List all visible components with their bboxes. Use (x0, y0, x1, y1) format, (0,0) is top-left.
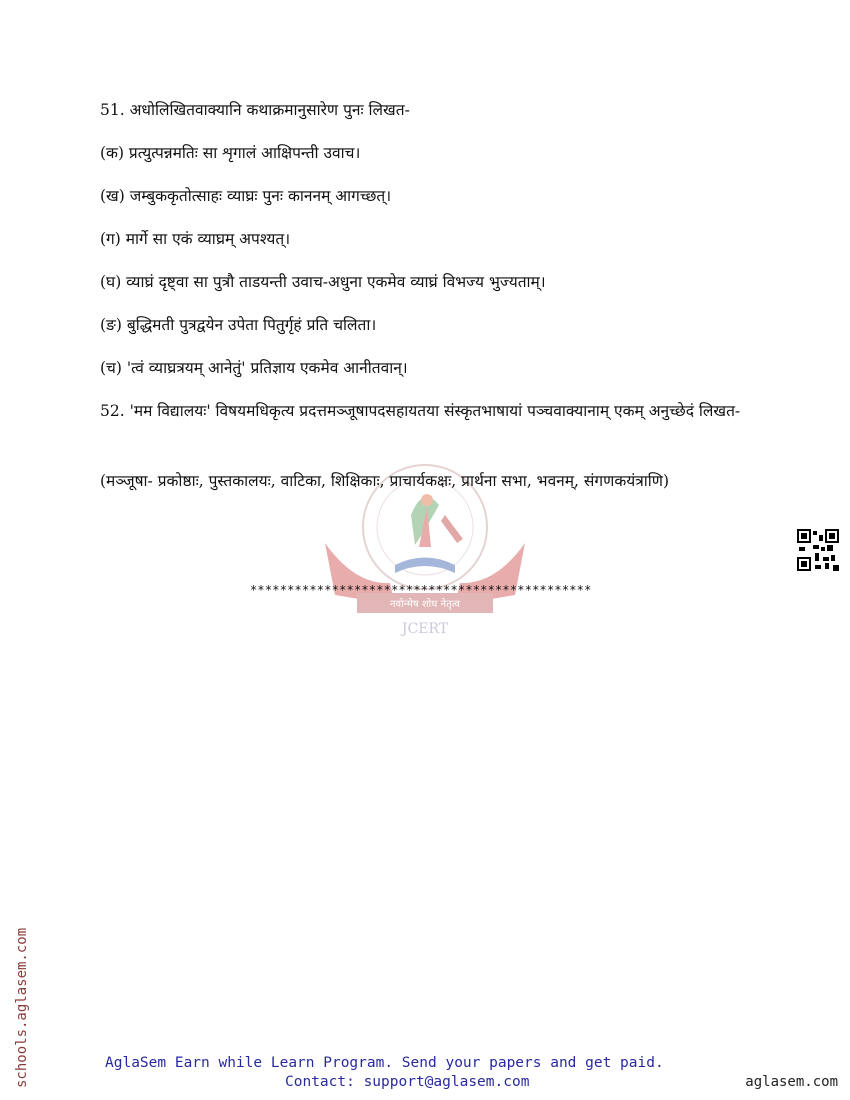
section-separator: ********************************************** (250, 583, 592, 597)
logo-ribbon-text: नवोन्मेष शोध नेतृत्व (390, 599, 460, 610)
question-51-heading: 51. अधोलिखितवाक्यानि कथाक्रमानुसारेण पुनः लिखत- (100, 101, 410, 119)
question-52-text: 52. 'मम विद्यालयः' विषयमधिकृत्य प्रदत्तमञ्जूषापदसहायतया संस्कृतभाषायां पञ्चवाक्यानाम् एकम् अनुच्छेदं लिखत- (100, 402, 741, 420)
q51-item-kha: (ख) जम्बुककृतोत्साहः व्याघ्रः पुनः काननम् आगच्छत्। (100, 187, 392, 205)
footer-site-link[interactable]: aglasem.com (745, 1074, 838, 1090)
q51-item-ga: (ग) मार्गे सा एकं व्याघ्रम् अपश्यत्। (100, 230, 291, 248)
footer-promo-text: AglaSem Earn while Learn Program. Send your papers and get paid. (105, 1055, 664, 1071)
q51-item-ka: (क) प्रत्युत्पन्नमतिः सा शृगालं आक्षिपन्ती उवाच। (100, 144, 361, 162)
q51-item-gha: (घ) व्याघ्रं दृष्ट्वा सा पुत्रौ ताडयन्ती उवाच-अधुना एकमेव व्याघ्रं विभज्य भुज्यताम्। (100, 273, 546, 291)
qr-code-icon (797, 529, 839, 571)
side-watermark-text: schools.aglasem.com (14, 927, 30, 1088)
q52-word-box: (मञ्जूषा- प्रकोष्ठाः, पुस्तकालयः, वाटिका, शिक्षिकाः, प्राचार्यकक्षः, प्रार्थना सभा, भवनम्, संगणकयंत्राणि) (100, 472, 670, 490)
q51-item-nga: (ङ) बुद्धिमती पुत्रद्वयेन उपेता पितुर्गृहं प्रति चलिता। (100, 316, 377, 334)
q51-item-cha: (च) 'त्वं व्याघ्रत्रयम् आनेतुं' प्रतिज्ञाय एकमेव आनीतवान्। (100, 359, 408, 377)
footer-contact-text: Contact: support@aglasem.com (285, 1074, 530, 1090)
logo-label: JCERT (401, 621, 449, 637)
